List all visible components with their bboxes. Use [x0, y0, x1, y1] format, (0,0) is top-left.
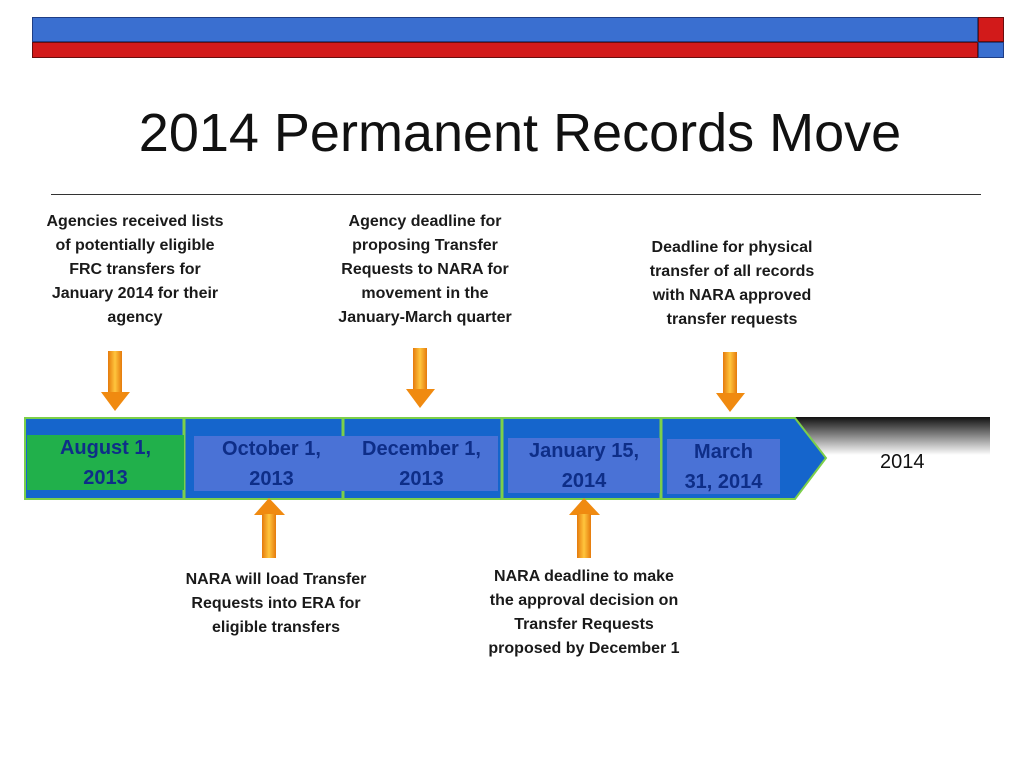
date-label-oct-2013: October 1, 2013 — [194, 436, 349, 491]
callout-physical-transfer-deadline: Deadline for physical transfer of all records with NARA approved transfer requests — [649, 239, 815, 328]
date-label-jan-2014: January 15, 2014 — [508, 438, 660, 493]
callout-agency-deadline: Agency deadline for proposing Transfer Requests to NARA for movement in the January-March quarter — [338, 213, 512, 326]
year-label: 2014 — [880, 451, 925, 473]
slide-title: 2014 Permanent Records Move — [138, 103, 902, 163]
up-arrow-icon — [569, 498, 600, 558]
up-arrow-icon — [254, 498, 285, 558]
callout-agencies-received: Agencies received lists of potentially eligible FRC transfers for January 2014 for their agency — [46, 213, 224, 326]
date-label-aug-2013: August 1, 2013 — [27, 435, 184, 490]
down-arrow-icon — [101, 351, 130, 411]
callout-nara-load-era: NARA will load Transfer Requests into ERA for eligible transfers — [185, 571, 367, 636]
callout-nara-approval-deadline: NARA deadline to make the approval decision on Transfer Requests proposed by December 1 — [488, 568, 680, 657]
date-label-dec-2013: December 1, 2013 — [345, 436, 498, 491]
date-label-mar-2014: March 31, 2014 — [667, 439, 780, 494]
down-arrow-icon — [716, 352, 745, 412]
down-arrow-icon — [406, 348, 435, 408]
